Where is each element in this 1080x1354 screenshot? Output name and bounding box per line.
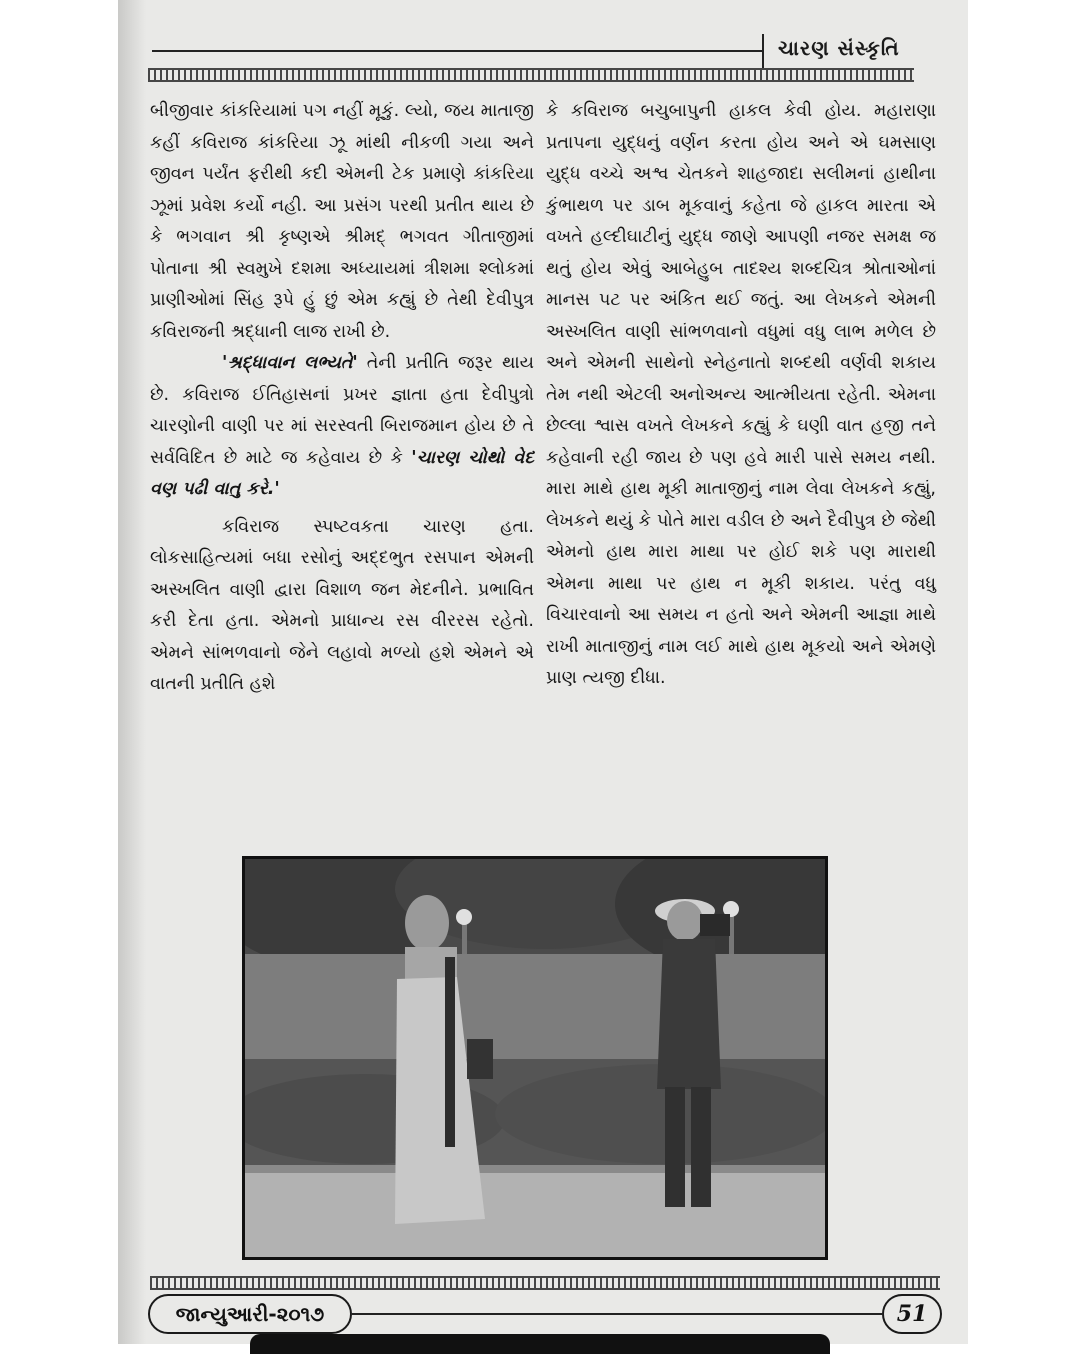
article-photo (242, 856, 828, 1260)
left-paragraph-2 (150, 348, 534, 506)
issue-month: જાન્યુઆરી-૨૦૧૭ (148, 1294, 352, 1334)
photo-garden-scene (245, 859, 825, 1257)
header-ornament-border (148, 68, 914, 82)
right-column (546, 96, 936, 695)
left-paragraph-1: બીજીવાર કાંકરિયામાં પગ નહીં મૂકું. લ્યો, જય માતાજી કહીં કવિરાજ કાંકરિયા ઝૂ માંથી નીકળી ગયા અને જીવન પર્યંત ફરીથી કદી એમની ટેક પ્રમાણે કાંકરિયા ઝૂમાં પ્રવેશ કર્યો નહી. આ પ્રસંગ પરથી પ્રતીત થાય છે કે ભગવાન શ્રી કૃષ્ણએ શ્રીમદ્ ભગવત ગીતાજીમાં પોતાના શ્રી સ્વમુખે દશમા અધ્યાયમાં ત્રીશમા શ્લોકમાં પ્રાણીઓમાં સિંહ રૂપે હું છું એમ કહ્યું છે તેથી દેવીપુત્ર કવિરાજની શ્રદ્ધાની લાજ રાખી છે. (150, 101, 534, 342)
left-column (150, 96, 534, 701)
shraddha-quote: 'શ્રદ્ધાવાન લભ્યતે' (222, 353, 358, 373)
header-rule (152, 50, 762, 52)
header-divider (762, 34, 764, 68)
screen-bottom-bar (250, 1334, 830, 1354)
right-paragraph-1: કે કવિરાજ બચુબાપુની હાકલ કેવી હોય. મહારાણા પ્રતાપના યુદ્ધનું વર્ણન કરતા હોય અને એ ઘમસાણ યુદ્ધ વચ્ચે અશ્વ ચેતકને શાહજાદા સલીમનાં હાથીના કુંભાથળ પર ડાબ મૂકવાનું કહેતા જે હાકલ મારતા એ વખતે હલ્દીઘાટીનું યુદ્ધ જાણે આપણી નજર સમક્ષ જ થતું હોય એવું આબેહુબ તાદશ્ય શબ્દચિત્ર શ્રોતાઓનાં માનસ પટ પર અંકિત થઈ જતું. આ લેખકને એમની અસ્ખલિત વાણી સાંભળવાનો વધુમાં વધુ લાભ મળેલ છે અને એમની સાથેનો સ્નેહનાતો શબ્દથી વર્ણવી શકાય તેમ નથી એટલી અનોઅન્ય આત્મીયતા રહેતી. એમના છેલ્લા શ્વાસ વખતે લેખકને કહ્યું કે ઘણી વાત હજી તને કહેવાની રહી જાય છે પણ હવે મારી પાસે સમય નથી. મારા માથે હાથ મૂકી માતાજીનું નામ લેવા લેખકને કહ્યું, લેખકને થયું કે પોતે મારા વડીલ છે અને દૈવીપુત્ર છે જેથી એમનો હાથ મારા માથા પર હોઈ શકે પણ મારાથી એમના માથા પર હાથ ન મૂકી શકાય. પરંતુ વધુ વિચારવાનો આ સમય ન હતો અને એમની આજ્ઞા માથે રાખી માતાજીનું નામ લઈ માથે હાથ મૂકયો અને એમણે પ્રાણ ત્યજી દીધા. (546, 101, 936, 688)
left-paragraph-3: કવિરાજ સ્પષ્ટવકતા ચારણ હતા. લોકસાહિત્યમાં બધા રસોનું અદ્દભુત રસપાન એમની અસ્ખલિત વાણી દ્વારા વિશાળ જન મેદનીને. પ્રભાવિત કરી દેતા હતા. એમનો પ્રાધાન્ય રસ વીરરસ રહેતો. એમને સાંભળવાનો જેને લહાવો મળ્યો હશે એમને એ વાતની પ્રતીતિ હશે (150, 516, 534, 694)
footer-rule (352, 1313, 882, 1315)
page-number: 51 (882, 1294, 942, 1334)
charan-saying: 'ચારણ ચોથો વેદ વણ પઢી વાતુ કરે.' (150, 447, 534, 499)
page-shadow (118, 0, 146, 1344)
footer-ornament-border (150, 1276, 940, 1290)
magazine-title: ચારણ સંસ્કૃતિ (778, 36, 900, 60)
left-paragraph-2-text: તેની પ્રતીતિ જરૂર થાય છે. કવિરાજ ઈતિહાસનાં પ્રખર જ્ઞાતા હતા દેવીપુત્રો ચારણોની વાણી પર માં સરસ્વતી બિરાજમાન હોય છે તે સર્વવિદિત છે માટે જ કહેવાય છે કે (150, 353, 534, 468)
